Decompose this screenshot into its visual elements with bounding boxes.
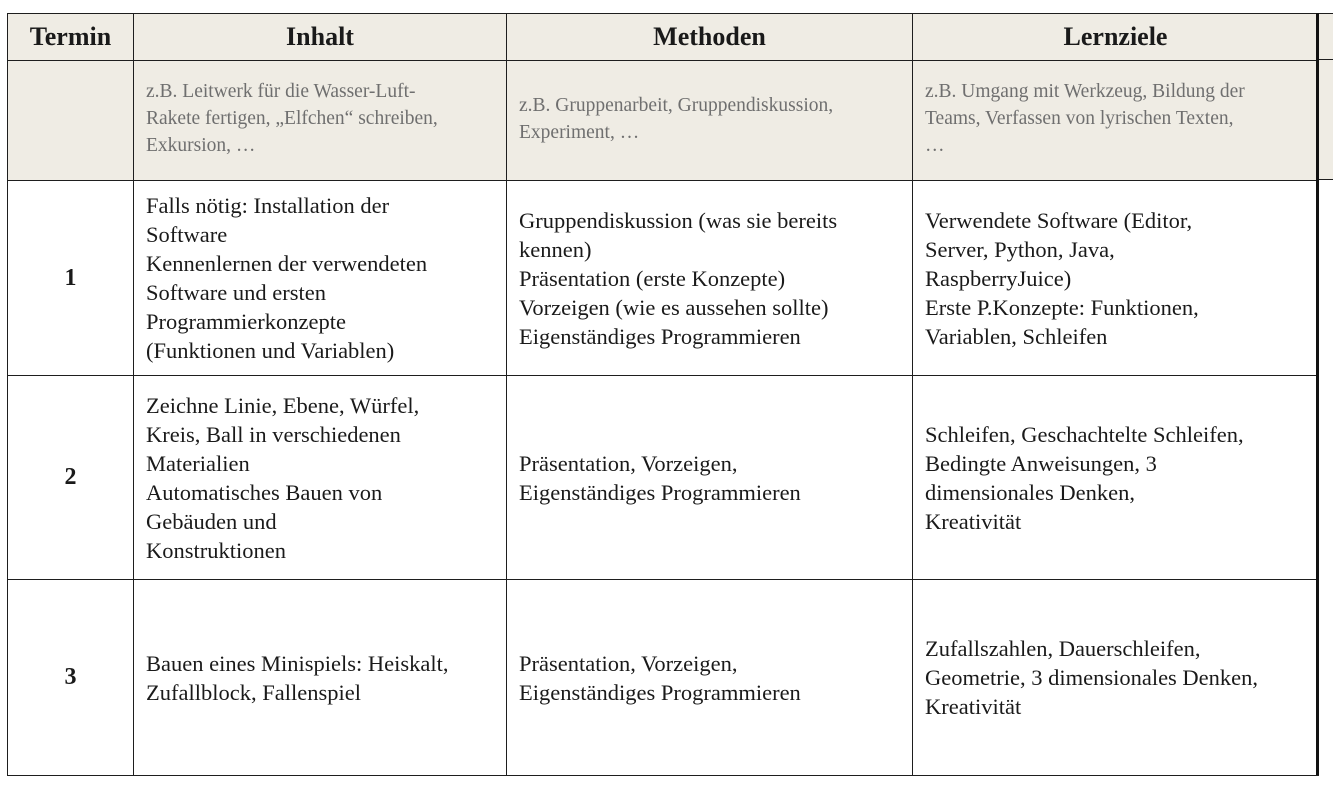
table-row — [8, 181, 1319, 376]
lernziele-cell — [913, 376, 1319, 580]
inhalt-cell — [134, 580, 507, 776]
methoden-cell — [507, 376, 913, 580]
inhalt-line: (Funktionen und Variablen) — [146, 338, 395, 363]
hint-methoden — [507, 61, 913, 181]
inhalt-line: Gebäuden und — [146, 508, 277, 534]
lesson-plan-table — [7, 13, 1319, 776]
methoden-cell — [507, 580, 913, 776]
hint-row — [8, 61, 1319, 181]
hint-termin — [8, 61, 134, 181]
lernziele-line: Kreativität — [925, 508, 1022, 534]
termin-cell: 2 — [8, 376, 134, 580]
cut-off-header-column — [1319, 13, 1333, 60]
methoden-line: Gruppendiskussion (was sie bereits — [519, 207, 838, 233]
lernziele-line: Schleifen, Geschachtelte Schleifen, — [925, 421, 1244, 447]
methoden-line: kennen) — [519, 236, 592, 262]
header-row — [8, 14, 1319, 61]
hint-inhalt-line: Rakete fertigen, „Elfchen“ schreiben, — [146, 108, 438, 129]
lernziele-line: Server, Python, Java, — [925, 236, 1115, 262]
inhalt-cell — [134, 181, 507, 376]
cut-off-hint-column — [1319, 59, 1333, 180]
inhalt-cell — [134, 376, 507, 580]
methoden-cell — [507, 181, 913, 376]
header-termin: Termin — [8, 14, 134, 61]
lernziele-line: Kreativität — [925, 694, 1022, 719]
table-row — [8, 376, 1319, 580]
lernziele-line: Verwendete Software (Editor, — [925, 207, 1193, 233]
header-methoden: Methoden — [507, 14, 913, 61]
lernziele-line: Erste P.Konzepte: Funktionen, — [925, 294, 1199, 320]
inhalt-line: Automatisches Bauen von — [146, 479, 383, 505]
inhalt-line: Kennenlernen der verwendeten — [146, 251, 428, 276]
hint-lernziele — [913, 61, 1319, 181]
lernziele-cell — [913, 181, 1319, 376]
hint-inhalt-line: z.B. Leitwerk für die Wasser-Luft- — [146, 81, 416, 102]
methoden-line: Eigenständiges Programmieren — [519, 323, 801, 349]
lernziele-line: dimensionales Denken, — [925, 479, 1135, 505]
lernziele-cell — [913, 580, 1319, 776]
methoden-line: Eigenständiges Programmieren — [519, 679, 801, 705]
inhalt-line: Software — [146, 222, 228, 247]
methoden-line: Präsentation, Vorzeigen, — [519, 450, 738, 476]
methoden-line: Präsentation (erste Konzepte) — [519, 265, 786, 291]
lernziele-line: Bedingte Anweisungen, 3 — [925, 450, 1157, 476]
inhalt-line: Programmierkonzepte — [146, 309, 346, 334]
hint-methoden-line: Experiment, … — [519, 121, 640, 143]
lernziele-line: RaspberryJuice) — [925, 265, 1072, 291]
hint-methoden-line: z.B. Gruppenarbeit, Gruppendiskussion, — [519, 94, 834, 116]
methoden-line: Präsentation, Vorzeigen, — [519, 650, 738, 676]
methoden-line: Vorzeigen (wie es aussehen sollte) — [519, 294, 829, 320]
table-row — [8, 580, 1319, 776]
lernziele-line: Geometrie, 3 dimensionales Denken, — [925, 665, 1259, 690]
lernziele-line: Variablen, Schleifen — [925, 323, 1108, 349]
hint-lernziele-line: z.B. Umgang mit Werkzeug, Bildung der — [925, 81, 1245, 102]
inhalt-line: Bauen eines Minispiels: Heiskalt, — [146, 650, 449, 676]
inhalt-line: Falls nötig: Installation der — [146, 193, 390, 218]
hint-inhalt-line: Exkursion, … — [146, 135, 256, 156]
hint-lernziele-line: Teams, Verfassen von lyrischen Texten, — [925, 108, 1234, 129]
hint-inhalt — [134, 61, 507, 181]
inhalt-line: Zufallblock, Fallenspiel — [146, 679, 361, 705]
lernziele-line: Zufallszahlen, Dauerschleifen, — [925, 636, 1201, 661]
inhalt-line: Kreis, Ball in verschiedenen — [146, 421, 401, 447]
header-inhalt: Inhalt — [134, 14, 507, 61]
inhalt-line: Zeichne Linie, Ebene, Würfel, — [146, 392, 420, 418]
methoden-line: Eigenständiges Programmieren — [519, 479, 801, 505]
inhalt-line: Materialien — [146, 450, 250, 476]
header-lernziele: Lernziele — [913, 14, 1319, 61]
hint-lernziele-line: … — [925, 135, 945, 156]
inhalt-line: Konstruktionen — [146, 537, 286, 563]
termin-cell: 3 — [8, 580, 134, 776]
termin-cell: 1 — [8, 181, 134, 376]
inhalt-line: Software und ersten — [146, 280, 326, 305]
